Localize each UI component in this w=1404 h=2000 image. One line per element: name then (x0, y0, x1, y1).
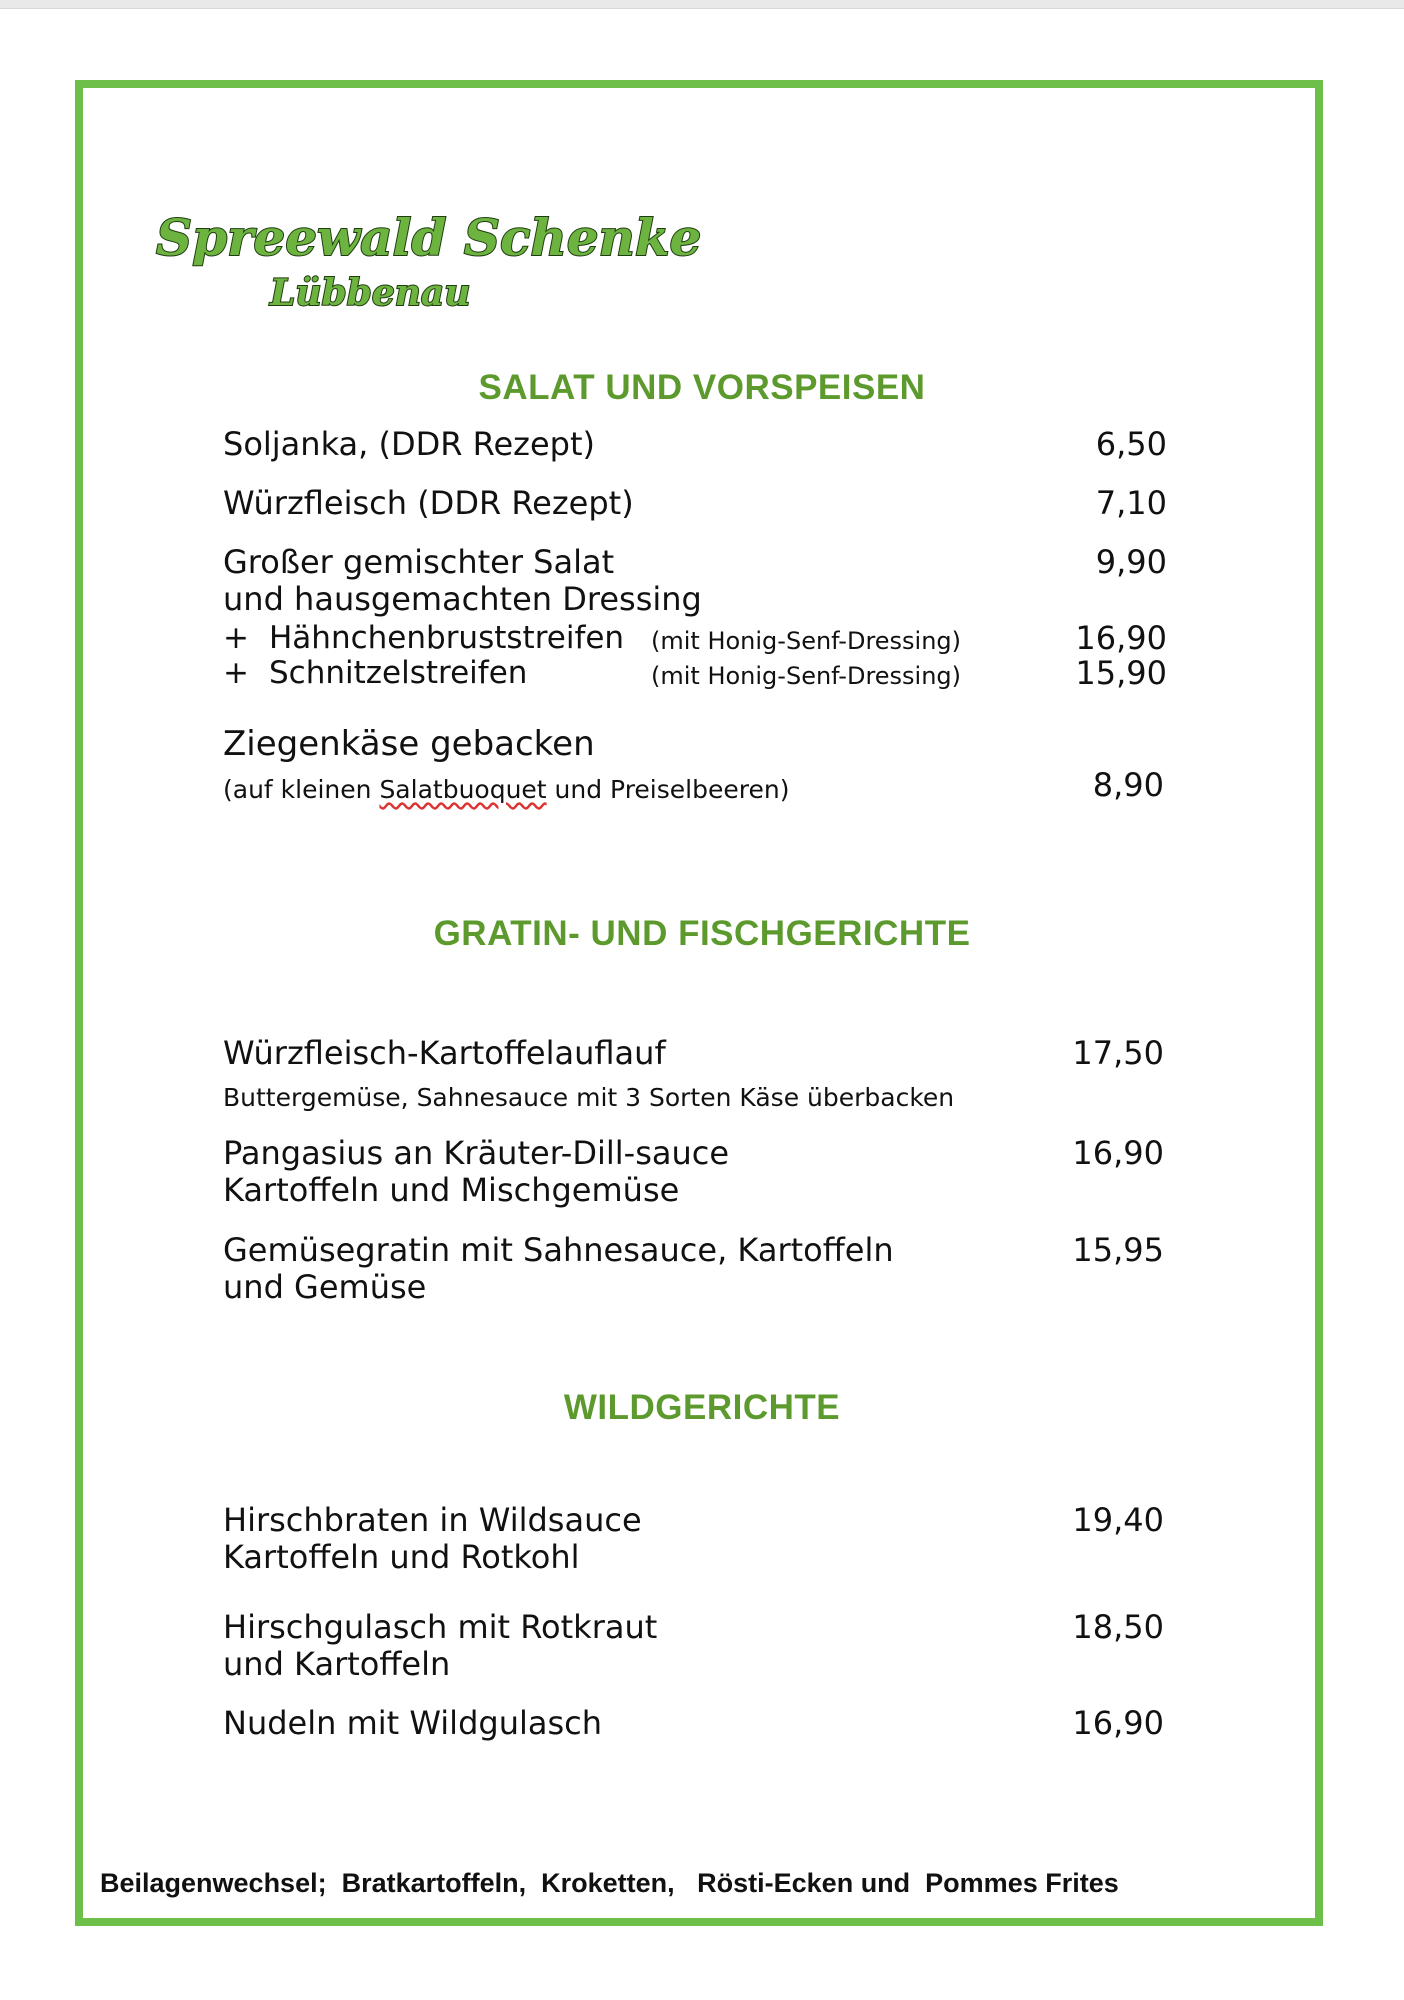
addon-note: (mit Honig-Senf-Dressing) (651, 662, 962, 690)
menu-item-name-line2: und Kartoffeln (223, 1645, 451, 1683)
menu-item-price: 16,90 (1072, 1704, 1164, 1742)
addon-price: 16,90 (1075, 619, 1167, 657)
section-title-salat: SALAT UND VORSPEISEN (478, 368, 926, 407)
addon-price: 15,90 (1075, 654, 1167, 692)
menu-item-name: Pangasius an Kräuter-Dill-sauce (223, 1134, 730, 1172)
addon-note: (mit Honig-Senf-Dressing) (651, 627, 962, 655)
menu-item-name: Gemüsegratin mit Sahnesauce, Kartoffeln (223, 1231, 894, 1269)
menu-item-name: Nudeln mit Wildgulasch (223, 1704, 603, 1742)
spellcheck-underlined-word: Salatbuoquet (379, 775, 547, 804)
menu-item-price: 19,40 (1072, 1501, 1164, 1539)
menu-item-price: 9,90 (1095, 543, 1167, 581)
menu-item-description: (auf kleinen Salatbuoquet und Preiselbeeren) (223, 775, 790, 804)
logo-name: Spreewald Schenke (156, 208, 702, 267)
window-top-bar (0, 0, 1404, 9)
section-title-gratin: GRATIN- UND FISCHGERICHTE (433, 914, 971, 953)
menu-item-price: 6,50 (1095, 425, 1167, 463)
menu-item-name-line2: Kartoffeln und Mischgemüse (223, 1171, 680, 1209)
menu-item-price: 15,95 (1072, 1231, 1164, 1269)
addon-name: Hähnchenbruststreifen (269, 620, 625, 656)
restaurant-logo (150, 195, 702, 325)
menu-item-price: 8,90 (1092, 766, 1164, 804)
menu-item-name: Würzfleisch-Kartoffelauflauf (223, 1034, 666, 1072)
menu-item-name: Großer gemischter Salat (223, 543, 615, 581)
addon-prefix: + (223, 620, 249, 656)
menu-item-name: Hirschgulasch mit Rotkraut (223, 1608, 658, 1646)
menu-item-description: Buttergemüse, Sahnesauce mit 3 Sorten Käse überbacken (223, 1083, 955, 1112)
menu-item-name-line2: und Gemüse (223, 1268, 427, 1306)
menu-item-name: Soljanka, (DDR Rezept) (223, 425, 595, 463)
menu-item-name-line2: und hausgemachten Dressing (223, 580, 702, 618)
menu-item-name-line2: Kartoffeln und Rotkohl (223, 1538, 580, 1576)
menu-item-name: Würzfleisch (DDR Rezept) (223, 484, 634, 522)
logo-location: Lübbenau (270, 272, 471, 314)
menu-item-price: 18,50 (1072, 1608, 1164, 1646)
menu-item-price: 17,50 (1072, 1034, 1164, 1072)
side-dishes-footer: Beilagenwechsel; Bratkartoffeln, Kroketten, Rösti-Ecken und Pommes Frites (100, 1868, 1119, 1898)
addon-prefix: + (223, 655, 249, 691)
addon-name: Schnitzelstreifen (269, 655, 528, 691)
menu-item-name: Hirschbraten in Wildsauce (223, 1501, 642, 1539)
section-title-wild: WILDGERICHTE (563, 1388, 841, 1427)
menu-item-price: 7,10 (1095, 484, 1167, 522)
menu-item-name: Ziegenkäse gebacken (223, 724, 595, 764)
menu-item-price: 16,90 (1072, 1134, 1164, 1172)
